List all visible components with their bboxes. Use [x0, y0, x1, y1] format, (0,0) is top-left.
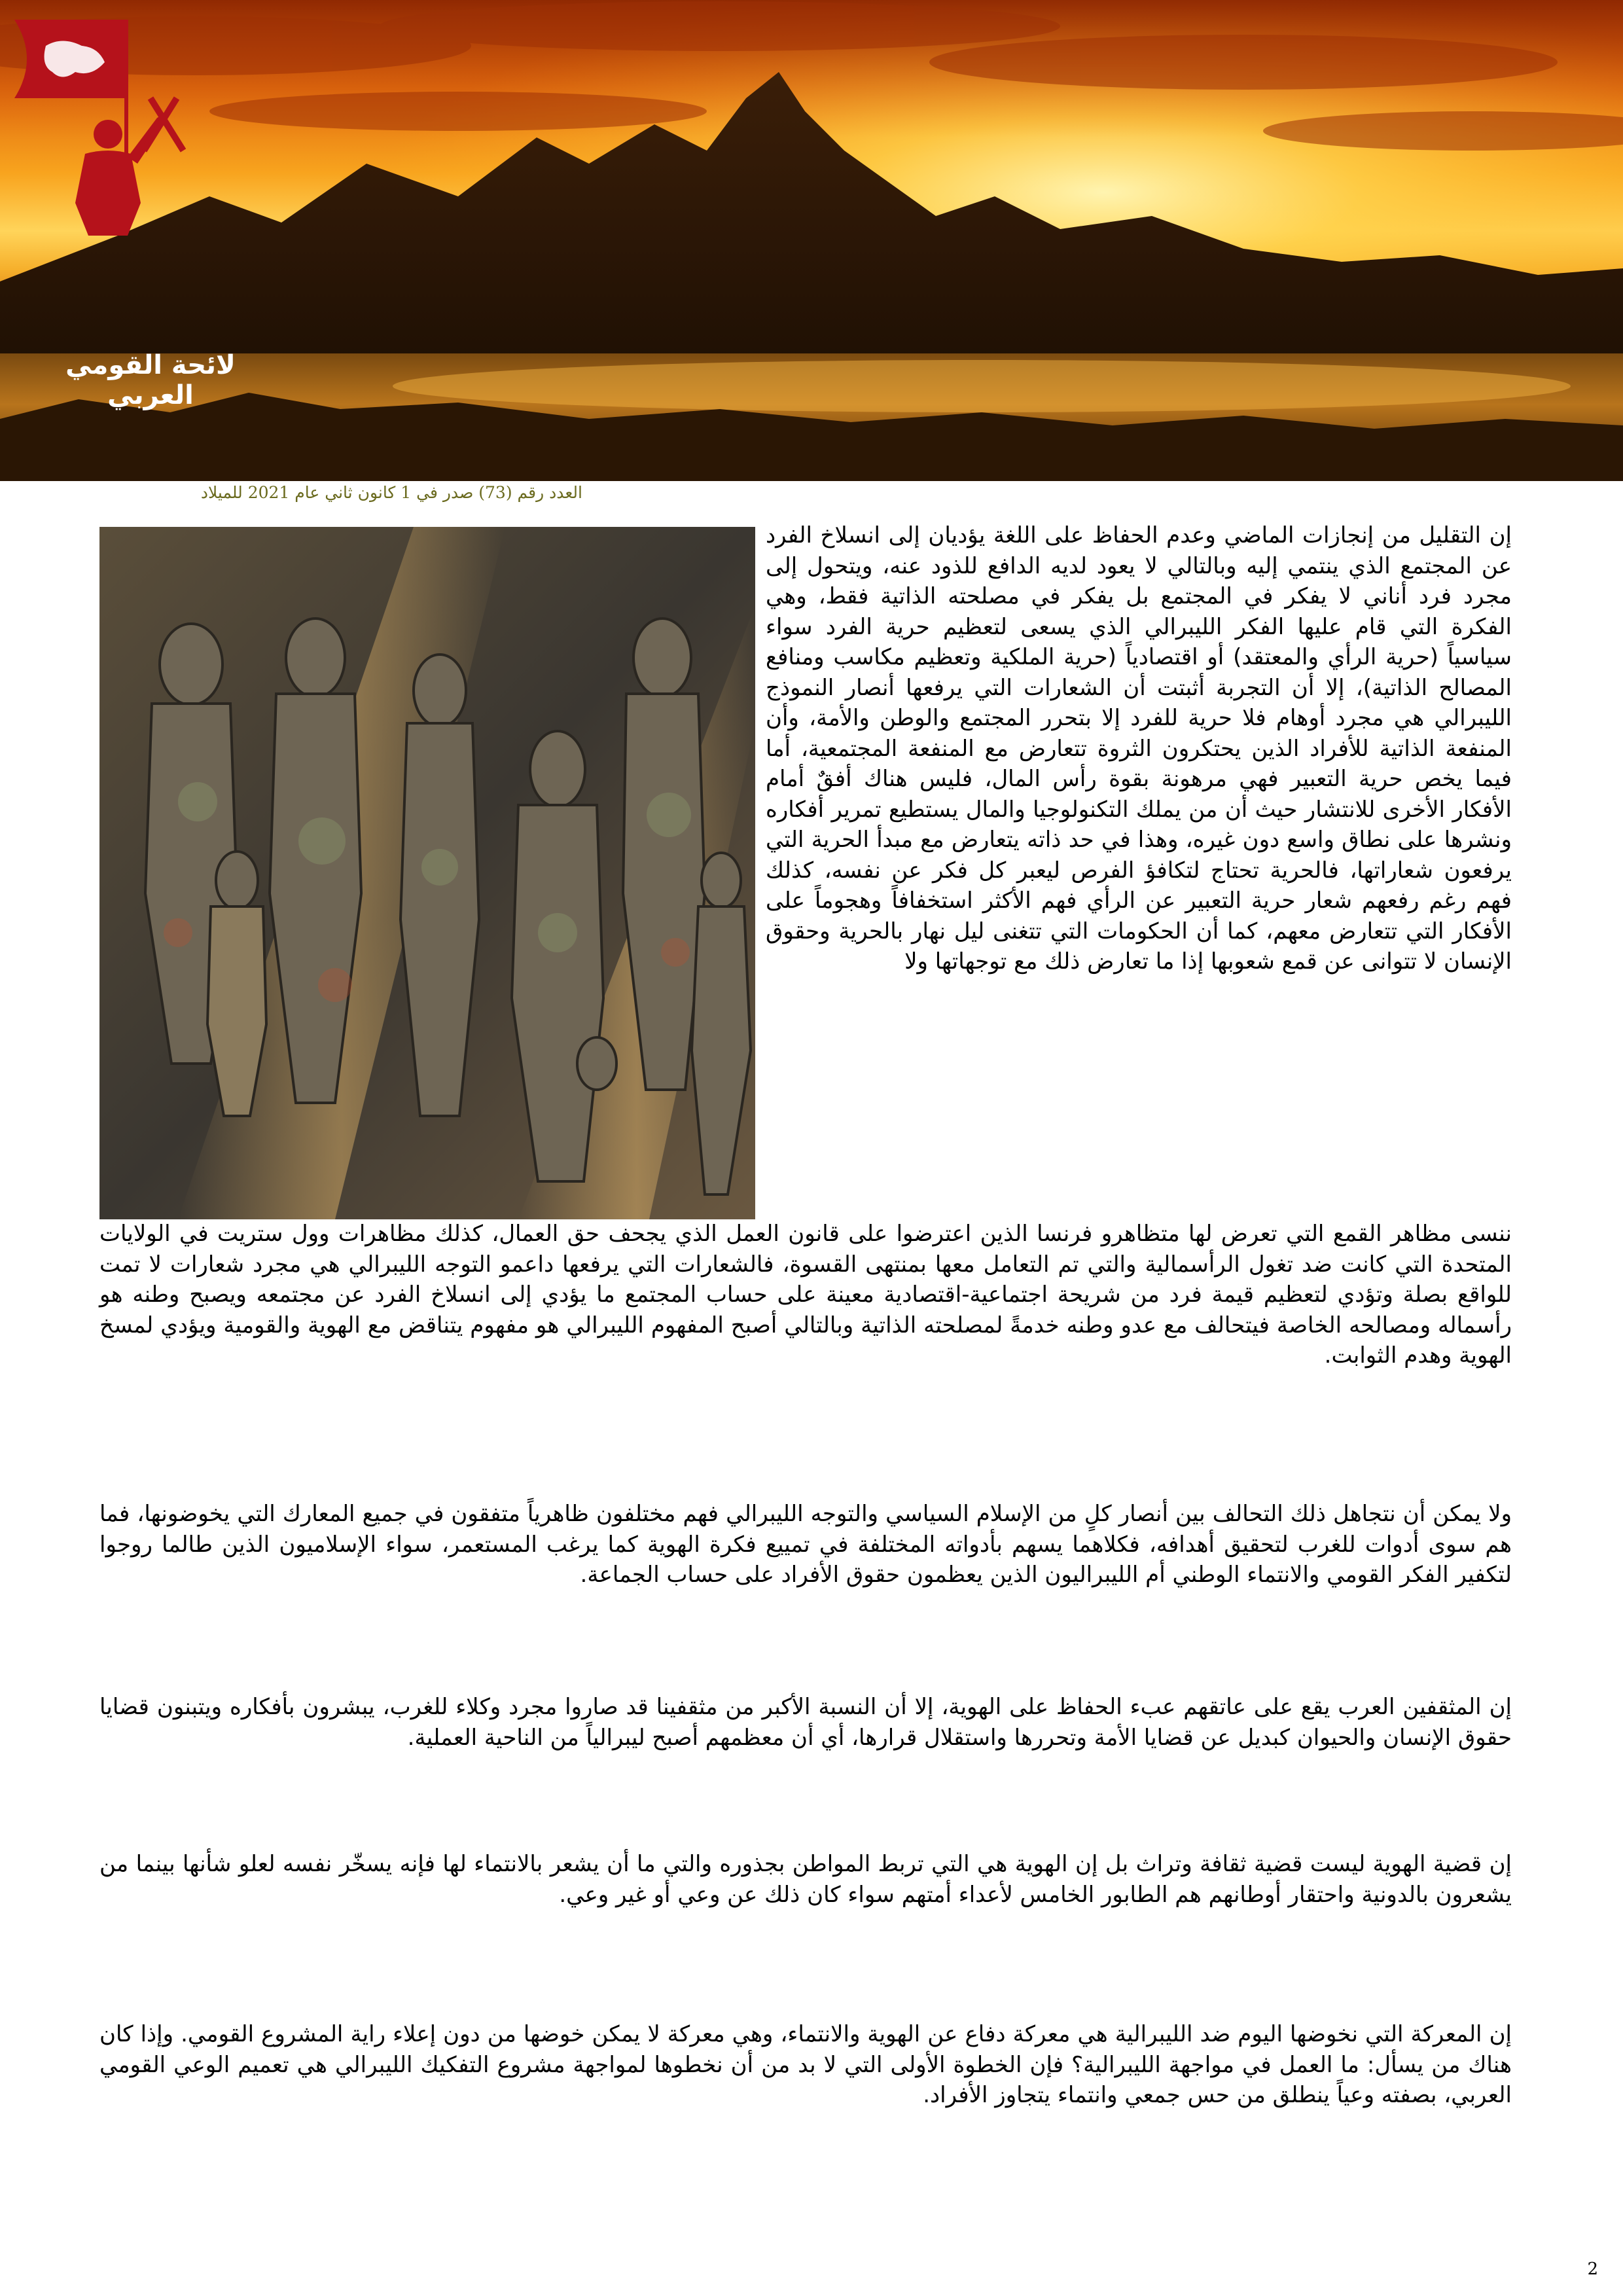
article-column-text	[766, 520, 1512, 977]
paragraph-text: إن المثقفين العرب يقع على عاتقهم عبء الحفاظ على الهوية، إلا أن النسبة الأكبر من مثقفينا قد صاروا مجرد وكلاء للغرب، يبشرون بأفكاره ويتبنون قضايا حقوق الإنسان والحيوان كبديل عن قضايا الأمة وتحررها واستقلال قرارها، أي أن معظمهم أصبح ليبرالياً من الناحية العملية.	[99, 1694, 1512, 1751]
article-paragraph-1	[99, 1219, 1512, 1371]
logo-text: لائحة القومي العربي	[65, 350, 236, 410]
paragraph-text: إن قضية الهوية ليست قضية ثقافة وتراث بل إن الهوية هي التي تربط المواطن بجذوره والتي ما أن يشعر بالانتماء لها فإنه يسخّر نفسه لعلو شأنها بينما من يشعرون بالدونية واحتقار أوطانهم هم الطابور الخامس لأعداء أمتهم سواء كان ذلك عن وعي أو غير وعي.	[99, 1851, 1512, 1908]
paragraph-text: إن المعركة التي نخوضها اليوم ضد الليبرالية هي معركة دفاع عن الهوية والانتماء، وهي معركة لا يمكن خوضها من دون إعلاء راية المشروع القومي. وإذا كان هناك من يسأل: ما العمل في مواجهة الليبرالية؟ فإن الخطوة الأولى التي لا بد من أن نخطوها لمواجهة مشروع التفكيك الليبرالي هي تعميم الوعي القومي العربي، بصفته وعياً ينطلق من حس جمعي وانتماء يتجاوز الأفراد.	[99, 2021, 1512, 2108]
article-paragraph-intro: إن التقليل من إنجازات الماضي وعدم الحفاظ على اللغة يؤديان إلى انسلاخ الفرد عن المجتمع الذي ينتمي إليه وبالتالي لا يعود لديه الدافع للذود عنه، ويتحول إلى مجرد فرد أناني لا يفكر في المجتمع بل يفكر في مصلحته الذاتية فقط، وهي الفكرة التي قام عليها الفكر الليبرالي الذي يسعى لتعظيم حرية الفرد سواء سياسياً (حرية الرأي والمعتقد) أو اقتصادياً (حرية الملكية وتعظيم مكاسب ومنافع المصالح الذاتية)، إلا أن التجربة أثبتت أن الشعارات التي يرفعها أنصار النموذج الليبرالي هي مجرد أوهام فلا حرية للفرد إلا بتحرر المجتمع والوطن والأمة، وأن المنفعة الذاتية للأفراد الذين يحتكرون الثروة تتعارض مع المنفعة المجتمعية، أما فيما يخص حرية التعبير فهي مرهونة بقوة رأس المال، فليس هناك أفقٌ أمام الأفكار الأخرى للانتشار حيث أن من يملك التكنولوجيا والمال يستطيع تمرير أفكاره ونشرها على نطاق واسع دون غيره، وهذا في حد ذاته يتعارض مع مبدأ الحرية التي يرفعون شعاراتها، فالحرية تحتاج لتكافؤ الفرص ليعبر كل فكر عن نفسه، كذلك فهم رغم رفعهم شعار حرية التعبير عن الرأي فهم الأكثر استخفافاً وهجوماً على الأفكار التي تتعارض معهم، كما أن الحكومات التي تتغنى ليل نهار بالحرية وحقوق الإنسان لا تتوانى عن قمع شعوبها إذا ما تعارض ذلك مع توجهاتها ولا	[766, 522, 1512, 975]
article-paragraph-4	[99, 1849, 1512, 1910]
article-image	[99, 527, 755, 1219]
paragraph-text: ننسى مظاهر القمع التي تعرض لها متظاهرو فرنسا الذين اعترضوا على قانون العمل الذي يجحف حق العمال، كذلك مظاهرات وول ستريت في الولايات المتحدة التي كانت ضد تغول الرأسمالية والتي تم التعامل معها بمنتهى القسوة، فالشعارات التي يرفعها داعمو التوجه الليبرالي هي مجرد شعارات لا تمت للواقع بصلة وتؤدي لتعظيم قيمة فرد من شريحة اجتماعية-اقتصادية معينة على حساب المجتمع ما يؤدي إلى انسلاخ الفرد عن مجتمعه ويصبح وطنه هو رأسماله ومصالحه الخاصة فيتحالف مع عدو وطنه خدمةً لمصلحته الذاتية وبالتالي أصبح المفهوم الليبرالي هو مفهوم يتناقض مع الهوية والقومية ويؤدي لمسخ الهوية وهدم الثوابت.	[99, 1221, 1512, 1369]
sculpture-figures-image	[99, 527, 755, 1219]
header-banner	[0, 0, 1623, 481]
logo-emblem	[0, 0, 249, 262]
article-paragraph-3	[99, 1692, 1512, 1753]
article-paragraph-2	[99, 1499, 1512, 1590]
article-paragraph-5	[99, 2019, 1512, 2111]
page-number: 2	[1587, 2259, 1598, 2279]
figure-icon	[75, 151, 141, 236]
issue-line: العدد رقم (73) صدر في 1 كانون ثاني عام 2021 للميلاد	[200, 483, 582, 502]
paragraph-text: ولا يمكن أن نتجاهل ذلك التحالف بين أنصار كلٍ من الإسلام السياسي والتوجه الليبرالي فهم مختلفون ظاهرياً متفقون في جميع المعارك التي يخوضونها، فما هم سوى أدوات للغرب لتحقيق أهدافه، فكلاهما يسهم بأدواته المختلفة في تمييع فكرة الهوية كما يرغب المستعمر، سواء الإسلاميون الذين طالما روجوا لتكفير الفكر القومي والانتماء الوطني أم الليبراليون الذين يعظمون حقوق الأفراد على حساب الجماعة.	[99, 1501, 1512, 1588]
